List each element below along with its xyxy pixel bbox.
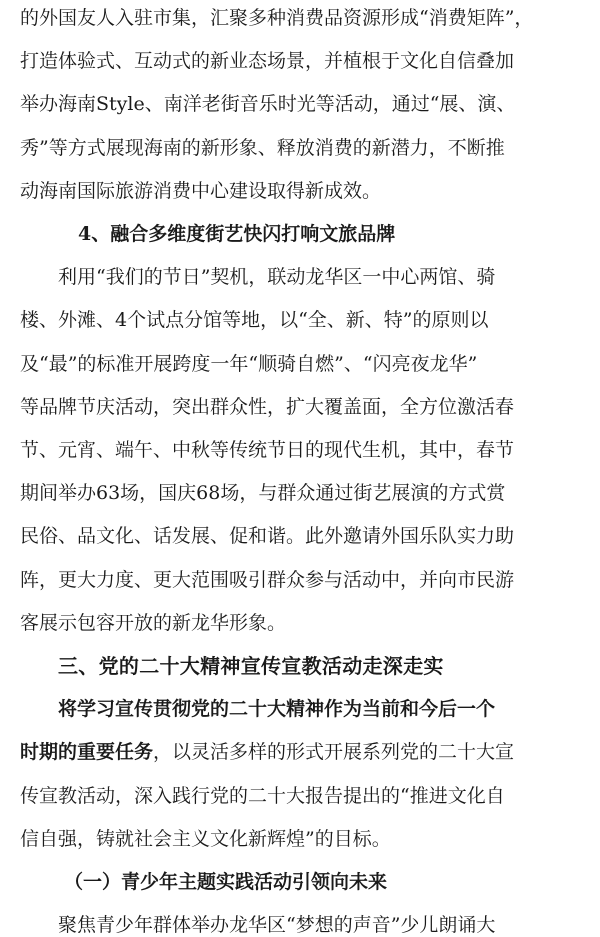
paragraph-line: 客展示包容开放的新龙华形象。 — [20, 612, 287, 634]
paragraph-line: 利用“我们的节日”契机，联动龙华区一中心两馆、骑 — [58, 266, 496, 288]
paragraph-line: 动海南国际旅游消费中心建设取得新成效。 — [20, 180, 382, 202]
paragraph-line: 等品牌节庆活动，突出群众性，扩大覆盖面，全方位激活春 — [20, 396, 515, 418]
paragraph-line: 的外国友人入驻市集，汇聚多种消费品资源形成“消费矩阵”， — [20, 7, 534, 29]
paragraph-line: 聚焦青少年群体举办龙华区“梦想的声音”少儿朗诵大 — [58, 914, 496, 936]
paragraph-line: 及“最”的标准开展跨度一年“顺骑自燃”、“闪亮夜龙华” — [20, 353, 478, 375]
paragraph-line: 信自强，铸就社会主义文化新辉煌”的目标。 — [20, 828, 391, 850]
subsection-heading: （一）青少年主题实践活动引领向未来 — [64, 871, 388, 893]
paragraph-line-mixed — [20, 740, 585, 764]
paragraph-line: 楼、外滩、4个试点分馆等地，以“全、新、特”的原则以 — [20, 309, 489, 331]
paragraph-line-bold: 将学习宣传贯彻党的二十大精神作为当前和今后一个 — [58, 698, 496, 720]
paragraph-line: 打造体验式、互动式的新业态场景，并植根于文化自信叠加 — [20, 50, 515, 72]
paragraph-line: 阵，更大力度、更大范围吸引群众参与活动中，并向市民游 — [20, 569, 515, 591]
paragraph-line: 期间举办63场，国庆68场，与群众通过街艺展演的方式赏 — [20, 482, 506, 504]
paragraph-line: 节、元宵、端午、中秋等传统节日的现代生机，其中，春节 — [20, 439, 515, 461]
section-heading-4: 4、融合多维度街艺快闪打响文旅品牌 — [78, 223, 396, 245]
paragraph-line: 秀”等方式展现海南的新形象、释放消费的新潜力，不断推 — [20, 137, 505, 159]
paragraph-text: ，以灵活多样的形式开展系列党的二十大宣 — [153, 741, 515, 763]
paragraph-line: 举办海南Style、南洋老街音乐时光等活动，通过“展、演、 — [20, 93, 516, 115]
emphasis-text: 时期的重要任务 — [20, 741, 154, 763]
paragraph-line: 传宣教活动，深入践行党的二十大报告提出的“推进文化自 — [20, 785, 505, 807]
section-heading-3: 三、党的二十大精神宣传宣教活动走深走实 — [58, 654, 444, 678]
paragraph-line: 民俗、品文化、话发展、促和谐。此外邀请外国乐队实力助 — [20, 525, 515, 547]
